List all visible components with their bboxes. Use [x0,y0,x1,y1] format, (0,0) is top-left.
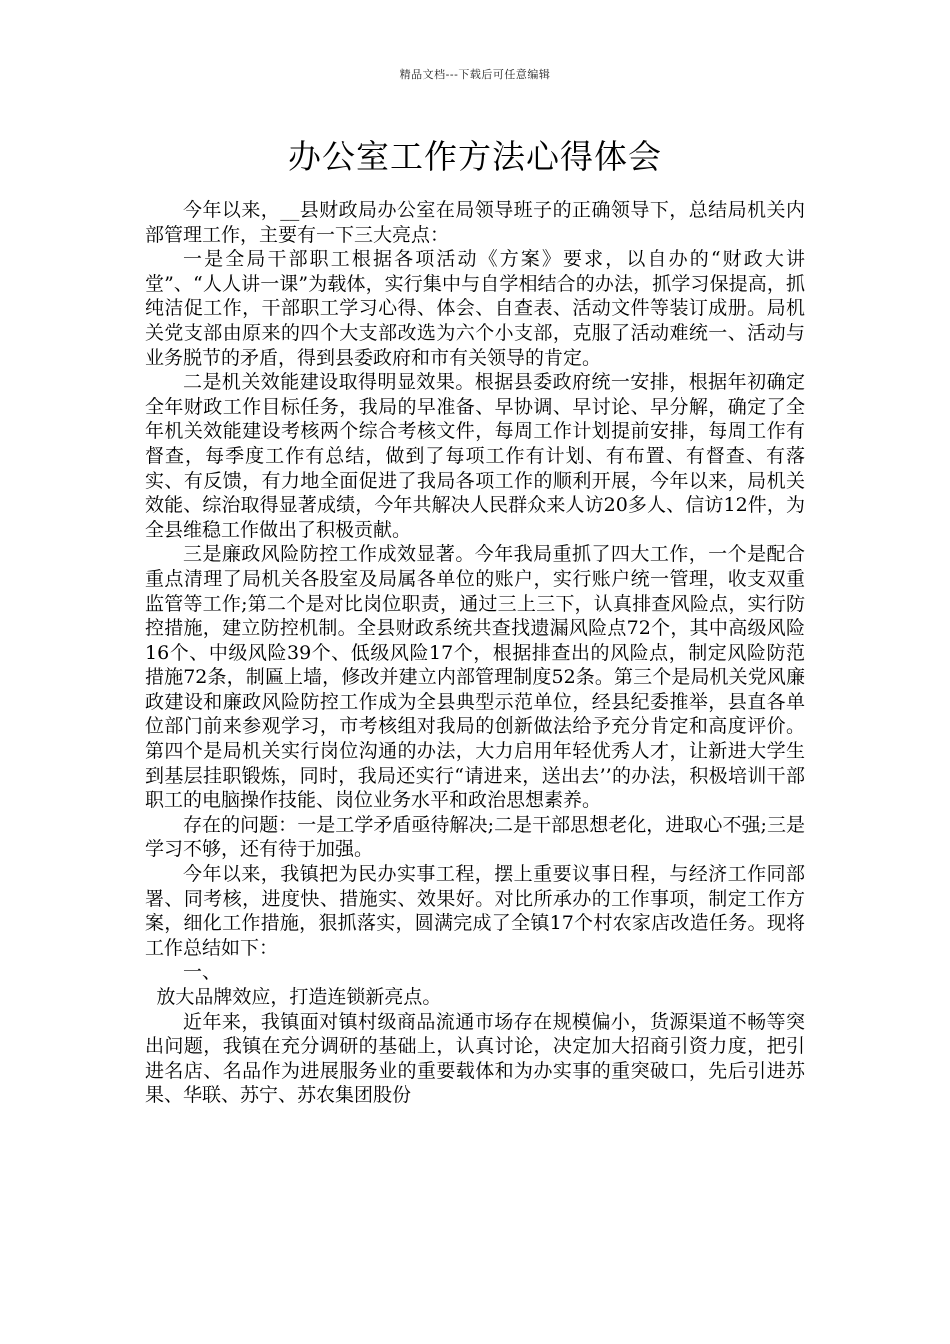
paragraph-town-summary: 今年以来，我镇把为民办实事工程，摆上重要议事日程，与经济工作同部署、同考核，进度快、措施实、效果好。对比所承办的工作事项，制定工作方案，细化工作措施，狠抓落实，圆满完成了全镇17个村农家店改造任务。现将工作总结如下： [145,863,805,959]
paragraph-highlight-two: 二是机关效能建设取得明显效果。根据县委政府统一安排，根据年初确定全年财政工作目标任务，我局的早准备、早协调、早讨论、早分解，确定了全年机关效能建设考核两个综合考核文件，每周工作计划提前安排，每周工作有督查，每季度工作有总结，做到了每项工作有计划、有布置、有督查、有落实、有反馈，有力地全面促进了我局各项工作的顺利开展，今年以来，局机关效能、综治取得显著成绩，今年共解决人民群众来人访20多人、信访12件，为全县维稳工作做出了积极贡献。 [145,371,805,541]
paragraph-highlight-three: 三是廉政风险防控工作成效显著。今年我局重抓了四大工作，一个是配合重点清理了局机关各股室及局属各单位的账户，实行账户统一管理，收支双重监管等工作;第二个是对比岗位职责，通过三上三下，认真排查风险点，实行防控措施，建立防控机制。全县财政系统共查找遗漏风险点72个，其中高级风险16个、中级风险39个、低级风险17个，根据排查出的风险点，制定风险防范措施72条，制匾上墙，修改并建立内部管理制度52条。第三个是局机关党风廉政建设和廉政风险防控工作成为全县典型示范单位，经县纪委推举，县直各单位部门前来参观学习，市考核组对我局的创新做法给予充分肯定和高度评价。第四个是局机关实行岗位沟通的办法，大力启用年轻优秀人才，让新进大学生到基层挂职锻炼，同时，我局还实行“请进来，送出去’’的办法，积极培训干部职工的电脑操作技能、岗位业务水平和政治思想素养。 [145,543,805,812]
section-heading: 放大品牌效应，打造连锁新亮点。 [156,986,442,1008]
paragraph-recent-years: 近年来，我镇面对镇村级商品流通市场存在规模偏小，货源渠道不畅等突出问题，我镇在充分调研的基础上，认真讨论，决定加大招商引资力度，把引进名店、名品作为进展服务业的重要载体和为办实事的重突破口，先后引进苏果、华联、苏宁、苏农集团股份 [145,1010,805,1107]
section-number: 一、 [183,961,222,984]
document-body [145,198,805,1108]
document-title: 办公室工作方法心得体会 [288,137,662,176]
header-note: 精品文档---下载后可任意编辑 [399,68,551,81]
paragraph-highlight-one: 一是全局干部职工根据各项活动《方案》要求，以自办的“财政大讲堂”、“人人讲一课”为载体，实行集中与自学相结合的办法，抓学习保提高，抓纯洁促工作，干部职工学习心得、体会、自查表、活动文件等装订成册。局机关党支部由原来的四个大支部改选为六个小支部，克服了活动难统一、活动与业务脱节的矛盾，得到县委政府和市有关领导的肯定。 [145,248,805,369]
paragraph-problems: 存在的问题：一是工学矛盾亟待解决;二是干部思想老化，进取心不强;三是学习不够，还有待于加强。 [145,813,805,861]
paragraph-intro: 今年以来，__县财政局办公室在局领导班子的正确领导下，总结局机关内部管理工作，主要有一下三大亮点： [145,199,805,246]
